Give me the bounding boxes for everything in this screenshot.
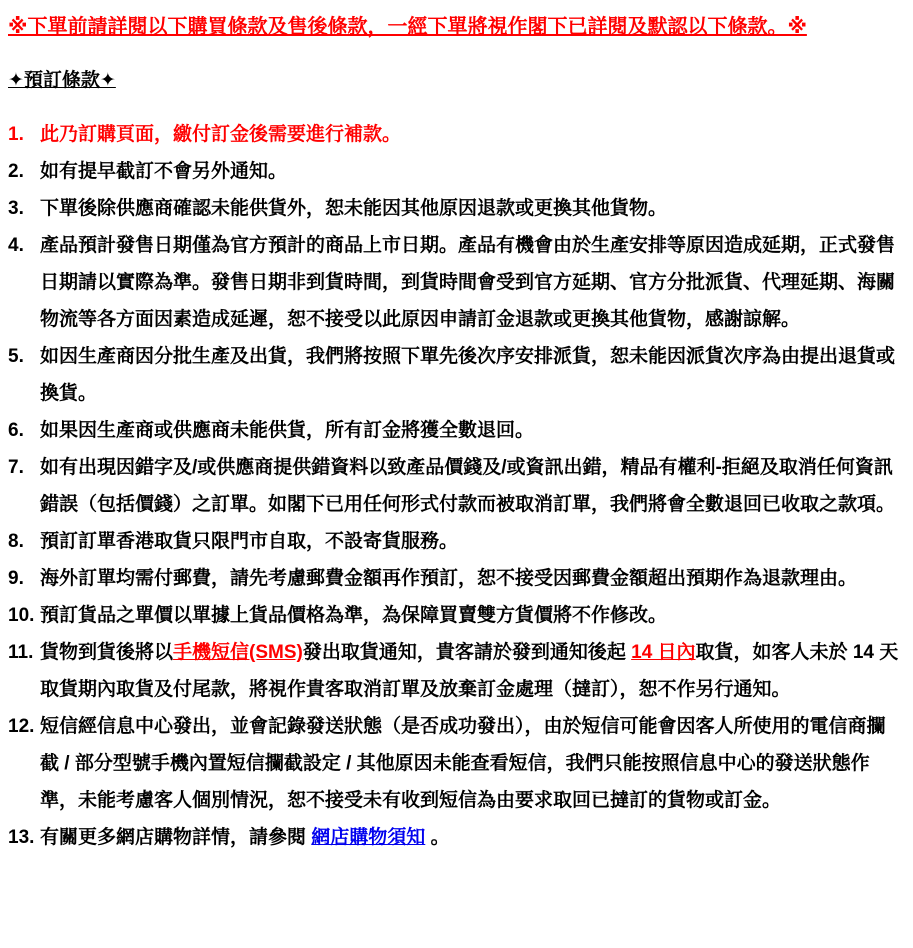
term-number: 10.: [8, 605, 35, 626]
term-item: [8, 449, 903, 523]
term-item: [8, 819, 903, 856]
term-number: 13.: [8, 827, 35, 848]
term-text: 此乃訂購頁面，繳付訂金後需要進行補款。: [40, 124, 402, 145]
term-item: [8, 190, 903, 227]
term-number: 8.: [8, 531, 24, 552]
term-text: 發出取貨通知，貴客請於發到通知後起: [302, 642, 632, 663]
term-number: 9.: [8, 568, 24, 589]
term-item: [8, 560, 903, 597]
term-item: [8, 634, 903, 708]
preorder-terms-heading: ✦預訂條款✦: [8, 70, 116, 91]
term-item: [8, 116, 903, 153]
term-text: 產品預計發售日期僅為官方預計的商品上市日期。產品有機會由於生產安排等原因造成延期，正式發售日期請以實際為準。發售日期非到貨時間，到貨時間會受到官方延期、官方分批派貨、代理延期、海關物流等各方面因素造成延遲，恕不接受以此原因申請訂金退款或更換其他貨物，感謝諒解。: [40, 235, 896, 330]
term-number: 5.: [8, 346, 24, 367]
term-item: [8, 523, 903, 560]
term-text: 14 日內: [631, 642, 696, 663]
term-number: 7.: [8, 457, 24, 478]
term-number: 3.: [8, 198, 24, 219]
term-text: 有關更多網店購物詳情，請參閱: [40, 827, 312, 848]
term-number: 6.: [8, 420, 24, 441]
term-text: 手機短信(SMS): [173, 642, 303, 663]
purchase-notice-title: ※下單前請詳閱以下購買條款及售後條款，一經下單將視作閣下已詳閱及默認以下條款。※: [8, 16, 807, 38]
term-item: [8, 412, 903, 449]
term-text: 貨物到貨後將以: [40, 642, 174, 663]
term-text: 取貨，如客人未於 14 天取貨期內取貨及付尾款，將視作貴客取消訂單及放棄訂金處理（撻訂），恕不作另行通知。: [40, 642, 899, 700]
term-text: 。: [425, 827, 450, 848]
term-number: 4.: [8, 235, 24, 256]
term-text: 預訂訂單香港取貨只限門市自取，不設寄貨服務。: [40, 531, 459, 552]
term-text: 如有提早截訂不會另外通知。: [40, 161, 288, 182]
term-number: 12.: [8, 716, 35, 737]
term-text: 如因生產商因分批生產及出貨，我們將按照下單先後次序安排派貨，恕未能因派貨次序為由提出退貨或換貨。: [40, 346, 896, 404]
shop-guide-link[interactable]: 網店購物須知: [311, 827, 426, 848]
terms-list: [8, 116, 903, 856]
term-number: 11.: [8, 642, 34, 663]
term-number: 1.: [8, 124, 24, 145]
term-text: 短信經信息中心發出，並會記錄發送狀態（是否成功發出），由於短信可能會因客人所使用的電信商攔截 / 部分型號手機內置短信攔截設定 / 其他原因未能查看短信，我們只能按照信息中心的發送狀態作準，未能考慮客人個別情況，恕不接受未有收到短信為由要求取回已撻訂的貨物或訂金。: [40, 716, 886, 811]
term-text: 如果因生產商或供應商未能供貨，所有訂金將獲全數退回。: [40, 420, 535, 441]
term-item: [8, 153, 903, 190]
term-text: 預訂貨品之單價以單據上貨品價格為準，為保障買賣雙方貨價將不作修改。: [40, 605, 668, 626]
term-text: 如有出現因錯字及/或供應商提供錯資料以致產品價錢及/或資訊出錯，精品有權利-拒絕及取消任何資訊錯誤（包括價錢）之訂單。如閣下已用任何形式付款而被取消訂單，我們將會全數退回已收取之款項。: [40, 457, 896, 515]
term-item: [8, 338, 903, 412]
term-text: 下單後除供應商確認未能供貨外，恕未能因其他原因退款或更換其他貨物。: [40, 198, 668, 219]
term-number: 2.: [8, 161, 24, 182]
term-item: [8, 227, 903, 338]
term-item: [8, 597, 903, 634]
term-item: [8, 708, 903, 819]
term-text: 海外訂單均需付郵費，請先考慮郵費金額再作預訂，恕不接受因郵費金額超出預期作為退款理由。: [40, 568, 858, 589]
